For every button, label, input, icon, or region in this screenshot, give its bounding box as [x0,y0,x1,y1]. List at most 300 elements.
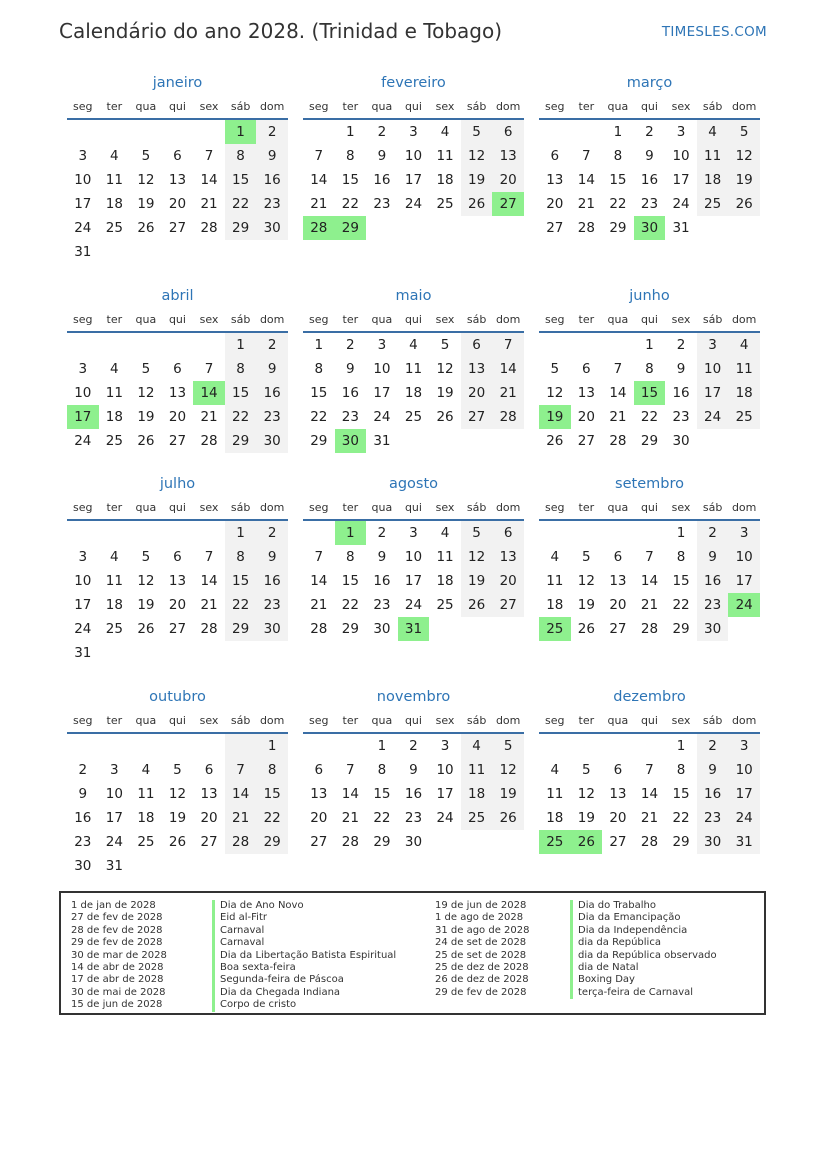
day-cell: 10 [404,148,423,164]
day-cell: 9 [676,361,686,377]
weekday-header: ter [99,710,131,734]
weekday-header: sex [193,96,225,120]
empty-day-cell [193,240,225,264]
day-cell: 28 [640,621,659,637]
empty-day-cell [303,734,335,758]
day-cell: 14 [640,786,659,802]
day-cell: 12 [461,545,493,569]
month-name: dezembro [613,689,686,705]
day-cell: 12 [728,144,760,168]
holiday-day-cell: 1 [335,521,367,545]
weekday-header: seg [539,309,571,333]
month-grid [67,710,288,878]
day-cell: 20 [546,196,564,212]
weekday-header: sex [665,309,697,333]
day-cell: 27 [168,621,187,637]
weekday-header: sáb [461,309,493,333]
weekday-header: sex [429,309,461,333]
day-cell: 15 [341,573,359,589]
weekday-header: seg [67,497,99,521]
empty-day-cell [256,641,288,665]
day-cell: 5 [582,549,591,565]
weekday-header: qui [162,309,194,333]
legend-holiday-name: Segunda-feira de Páscoa [212,974,396,986]
day-cell: 16 [640,172,659,188]
empty-day-cell [602,734,634,758]
day-cell: 24 [74,621,92,637]
day-cell: 27 [546,220,564,236]
empty-day-cell [728,617,760,641]
day-cell: 30 [256,429,288,453]
day-cell: 23 [341,409,359,425]
day-cell: 9 [256,357,288,381]
weekday-header: dom [728,309,760,333]
day-cell: 6 [550,148,560,164]
day-cell: 29 [672,621,690,637]
empty-day-cell [335,734,367,758]
day-cell: 7 [204,148,214,164]
day-cell: 21 [640,810,659,826]
empty-day-cell [398,216,430,240]
day-cell: 5 [141,361,151,377]
holiday-day-cell: 26 [571,830,603,854]
day-cell: 20 [492,168,524,192]
empty-day-cell [602,521,634,545]
day-cell: 20 [461,381,493,405]
month-name: novembro [376,689,451,705]
day-cell: 15 [672,573,690,589]
empty-day-cell [539,333,571,357]
day-cell: 14 [200,573,218,589]
day-cell: 22 [256,806,288,830]
day-cell: 17 [105,810,123,826]
month-name: julho [159,476,196,492]
day-cell: 12 [546,385,564,401]
day-cell: 16 [697,569,729,593]
day-cell: 26 [168,834,187,850]
holiday-day-cell: 17 [67,405,99,429]
day-cell: 30 [697,830,729,854]
day-cell: 2 [697,734,729,758]
day-cell: 6 [173,148,182,164]
day-cell: 10 [373,361,391,377]
day-cell: 22 [341,597,359,613]
day-cell: 28 [609,433,627,449]
empty-day-cell [461,830,493,854]
day-cell: 24 [436,810,454,826]
day-cell: 13 [168,573,187,589]
day-cell: 11 [105,172,123,188]
legend-holiday-name: dia da República observado [570,950,717,962]
weekday-header: sex [193,309,225,333]
day-cell: 22 [609,196,627,212]
day-cell: 31 [74,244,92,260]
weekday-header: qua [130,710,162,734]
day-cell: 26 [137,433,155,449]
empty-day-cell [99,333,131,357]
day-cell: 28 [225,830,257,854]
empty-day-cell [130,854,162,878]
legend-holiday-name: Boa sexta-feira [212,962,396,974]
day-cell: 28 [310,621,328,637]
weekday-header: sáb [697,309,729,333]
empty-day-cell [571,521,603,545]
day-cell: 10 [74,172,92,188]
legend-holiday-name: Eid al-Fitr [212,912,396,924]
weekday-header: qui [398,309,430,333]
day-cell: 5 [492,734,524,758]
day-cell: 11 [105,573,123,589]
weekday-header: dom [256,309,288,333]
day-cell: 5 [728,120,760,144]
month-abril [67,283,288,453]
day-cell: 26 [137,621,155,637]
day-cell: 2 [377,525,387,541]
day-cell: 6 [461,333,493,357]
day-cell: 21 [640,597,659,613]
weekday-header: dom [728,710,760,734]
month-maio [303,283,524,453]
month-janeiro [67,70,288,264]
weekday-header: ter [571,497,603,521]
day-cell: 2 [645,124,654,140]
day-cell: 6 [492,521,524,545]
weekday-header: qua [602,96,634,120]
day-cell: 17 [74,597,92,613]
legend-date: 30 de mar de 2028 [71,949,167,961]
day-cell: 16 [74,810,92,826]
day-cell: 9 [697,545,729,569]
empty-day-cell [728,429,760,453]
day-cell: 13 [168,385,187,401]
day-cell: 24 [373,409,391,425]
weekday-header: sex [429,96,461,120]
day-cell: 3 [440,738,450,754]
brand-link[interactable]: TIMESLES.COM [661,24,767,40]
day-cell: 31 [728,830,760,854]
day-cell: 8 [225,144,257,168]
day-cell: 25 [461,806,493,830]
weekday-header: ter [99,497,131,521]
day-cell: 29 [310,433,328,449]
holiday-day-cell: 30 [335,429,367,453]
day-cell: 21 [225,806,257,830]
empty-day-cell [193,641,225,665]
day-cell: 20 [168,409,187,425]
day-cell: 6 [173,361,182,377]
day-cell: 8 [314,361,324,377]
day-cell: 18 [404,385,423,401]
month-março [539,70,760,240]
weekday-header: seg [539,497,571,521]
weekday-header: dom [492,309,524,333]
legend-date: 14 de abr de 2028 [71,961,164,973]
empty-day-cell [492,429,524,453]
legend-holiday-name: Dia da Emancipação [570,912,717,924]
empty-day-cell [193,854,225,878]
day-cell: 24 [74,433,92,449]
weekday-header: dom [256,497,288,521]
weekday-header: sáb [225,96,257,120]
day-cell: 11 [436,148,454,164]
empty-day-cell [99,120,131,144]
weekday-header: ter [335,96,367,120]
legend-holiday-name: Dia de Ano Novo [212,900,396,912]
day-cell: 17 [697,381,729,405]
day-cell: 20 [310,810,328,826]
day-cell: 9 [256,545,288,569]
day-cell: 27 [609,621,627,637]
day-cell: 25 [404,409,423,425]
day-cell: 13 [609,786,627,802]
day-cell: 29 [256,830,288,854]
day-cell: 3 [78,148,88,164]
day-cell: 31 [672,220,690,236]
day-cell: 19 [137,597,155,613]
day-cell: 26 [492,806,524,830]
month-junho [539,283,760,453]
day-cell: 3 [377,337,387,353]
day-cell: 17 [74,196,92,212]
day-cell: 4 [409,337,418,353]
weekday-header: qui [398,497,430,521]
month-fevereiro [303,70,524,240]
day-cell: 18 [105,597,123,613]
holiday-day-cell: 24 [728,593,760,617]
weekday-header: qua [366,497,398,521]
weekday-header: qua [366,96,398,120]
empty-day-cell [256,240,288,264]
day-cell: 26 [461,192,493,216]
weekday-header: seg [303,710,335,734]
weekday-header: sex [193,710,225,734]
holiday-day-cell: 25 [539,617,571,641]
day-cell: 19 [728,168,760,192]
month-agosto [303,471,524,641]
day-cell: 1 [225,521,257,545]
weekday-header: qua [602,309,634,333]
day-cell: 19 [577,810,595,826]
holiday-day-cell: 15 [634,381,666,405]
day-cell: 21 [310,196,328,212]
day-cell: 15 [225,381,257,405]
day-cell: 8 [225,545,257,569]
day-cell: 20 [609,810,627,826]
holiday-day-cell: 25 [539,830,571,854]
weekday-header: ter [571,309,603,333]
empty-day-cell [130,120,162,144]
day-cell: 14 [577,172,595,188]
day-cell: 15 [373,786,391,802]
empty-day-cell [162,854,194,878]
day-cell: 17 [728,569,760,593]
day-cell: 4 [141,762,151,778]
day-cell: 23 [640,196,659,212]
day-cell: 2 [78,762,88,778]
empty-day-cell [99,641,131,665]
day-cell: 24 [672,196,690,212]
weekday-header: ter [571,710,603,734]
day-cell: 7 [204,361,214,377]
weekday-header: sex [429,710,461,734]
weekday-header: sex [193,497,225,521]
month-name: fevereiro [381,75,446,91]
empty-day-cell [193,521,225,545]
day-cell: 16 [256,381,288,405]
day-cell: 15 [225,569,257,593]
day-cell: 4 [461,734,493,758]
day-cell: 12 [137,172,155,188]
day-cell: 2 [377,124,387,140]
legend-date: 24 de set de 2028 [435,937,527,949]
empty-day-cell [225,641,257,665]
weekday-header: ter [99,309,131,333]
day-cell: 17 [373,385,391,401]
day-cell: 30 [256,617,288,641]
day-cell: 19 [168,810,187,826]
holiday-day-cell: 31 [398,617,430,641]
day-cell: 20 [492,569,524,593]
month-name: agosto [388,476,439,492]
weekday-header: qua [130,96,162,120]
day-cell: 31 [105,858,123,874]
day-cell: 5 [141,549,151,565]
day-cell: 7 [314,148,324,164]
day-cell: 27 [577,433,595,449]
day-cell: 10 [436,762,454,778]
day-cell: 2 [256,120,288,144]
day-cell: 14 [341,786,359,802]
day-cell: 31 [74,645,92,661]
day-cell: 21 [341,810,359,826]
day-cell: 27 [200,834,218,850]
day-cell: 25 [436,597,454,613]
weekday-header: qua [366,710,398,734]
day-cell: 1 [256,734,288,758]
weekday-header: qui [634,497,666,521]
empty-day-cell [162,240,194,264]
holiday-day-cell: 1 [225,120,257,144]
empty-day-cell [193,333,225,357]
day-cell: 11 [105,385,123,401]
day-cell: 10 [105,786,123,802]
empty-day-cell [602,333,634,357]
holiday-day-cell: 28 [303,216,335,240]
empty-day-cell [634,521,666,545]
day-cell: 14 [609,385,627,401]
day-cell: 30 [74,858,92,874]
legend-date: 28 de fev de 2028 [71,924,163,936]
day-cell: 18 [436,573,454,589]
day-cell: 12 [577,573,595,589]
month-grid [303,497,524,641]
empty-day-cell [728,216,760,240]
day-cell: 21 [310,597,328,613]
day-cell: 22 [225,593,257,617]
day-cell: 13 [461,357,493,381]
legend-date: 25 de set de 2028 [435,949,527,961]
day-cell: 28 [577,220,595,236]
day-cell: 27 [492,593,524,617]
legend-holiday-name: Dia da Libertação Batista Espiritual [212,950,396,962]
day-cell: 11 [697,144,729,168]
empty-day-cell [398,429,430,453]
day-cell: 8 [613,148,623,164]
day-cell: 13 [310,786,328,802]
day-cell: 26 [461,593,493,617]
empty-day-cell [461,216,493,240]
day-cell: 2 [256,333,288,357]
day-cell: 1 [377,738,387,754]
day-cell: 20 [168,196,187,212]
day-cell: 9 [409,762,418,778]
day-cell: 23 [373,196,391,212]
empty-day-cell [461,429,493,453]
weekday-header: sáb [225,710,257,734]
day-cell: 11 [461,758,493,782]
day-cell: 22 [640,409,659,425]
weekday-header: sáb [697,497,729,521]
legend-holiday-name: dia de Natal [570,962,717,974]
legend-date: 26 de dez de 2028 [435,974,529,986]
page-title: Calendário do ano 2028. (Trinidad e Tobago) [59,19,503,43]
legend-names-right [570,900,717,999]
day-cell: 17 [728,782,760,806]
empty-day-cell [634,734,666,758]
month-grid [303,710,524,854]
day-cell: 9 [645,148,654,164]
day-cell: 8 [346,549,355,565]
empty-day-cell [99,240,131,264]
day-cell: 5 [461,120,493,144]
day-cell: 14 [200,172,218,188]
weekday-header: qui [634,309,666,333]
empty-day-cell [162,641,194,665]
day-cell: 8 [346,148,355,164]
day-cell: 13 [492,545,524,569]
day-cell: 26 [577,621,595,637]
day-cell: 2 [409,738,418,754]
weekday-header: dom [728,497,760,521]
month-name: março [626,75,673,91]
day-cell: 13 [200,786,218,802]
empty-day-cell [130,641,162,665]
weekday-header: dom [492,497,524,521]
day-cell: 14 [640,573,659,589]
day-cell: 22 [341,196,359,212]
day-cell: 20 [168,597,187,613]
empty-day-cell [67,333,99,357]
weekday-header: seg [539,96,571,120]
day-cell: 25 [137,834,155,850]
day-cell: 28 [492,405,524,429]
legend-names-left [212,900,396,1012]
month-grid [539,309,760,453]
day-cell: 12 [168,786,187,802]
weekday-header: qui [398,96,430,120]
day-cell: 19 [461,168,493,192]
day-cell: 6 [314,762,324,778]
day-cell: 27 [168,433,187,449]
day-cell: 6 [613,762,623,778]
weekday-header: seg [303,309,335,333]
day-cell: 19 [137,409,155,425]
day-cell: 24 [404,597,423,613]
day-cell: 1 [676,525,686,541]
day-cell: 7 [204,549,214,565]
day-cell: 7 [225,758,257,782]
empty-day-cell [492,216,524,240]
